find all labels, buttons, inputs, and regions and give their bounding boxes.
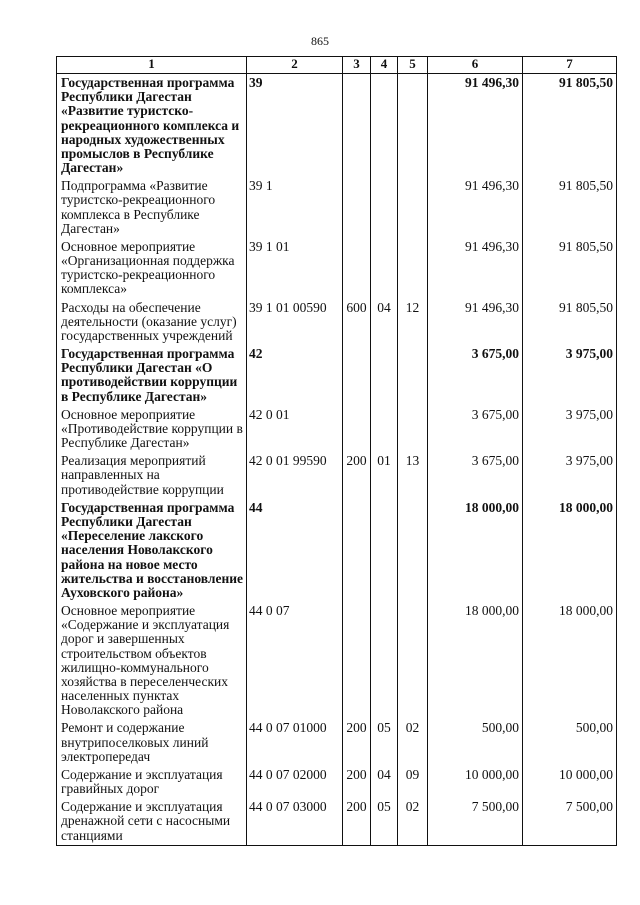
table-row <box>57 766 617 798</box>
column-header-3: 3 <box>343 57 371 74</box>
row-value-7: 18 000,00 <box>523 499 617 602</box>
table-row <box>57 452 617 499</box>
row-col4: 01 <box>371 452 398 499</box>
row-col5: 12 <box>398 299 428 346</box>
row-col4 <box>371 602 398 719</box>
row-col3 <box>343 499 371 602</box>
row-code: 44 0 07 02000 <box>247 766 343 798</box>
table-header-row <box>57 57 617 74</box>
row-name: Содержание и эксплуатация гравийных дорог <box>57 766 247 798</box>
row-col5: 02 <box>398 798 428 845</box>
row-col4 <box>371 406 398 453</box>
row-col4 <box>371 177 398 238</box>
row-code: 44 0 07 <box>247 602 343 719</box>
row-value-7: 3 975,00 <box>523 452 617 499</box>
row-value-7: 91 805,50 <box>523 299 617 346</box>
row-col4 <box>371 238 398 299</box>
row-code: 42 0 01 <box>247 406 343 453</box>
row-value-6: 18 000,00 <box>428 499 523 602</box>
table-row <box>57 74 617 178</box>
column-header-2: 2 <box>247 57 343 74</box>
row-value-6: 7 500,00 <box>428 798 523 845</box>
row-col3 <box>343 345 371 406</box>
row-col4 <box>371 74 398 178</box>
row-value-6: 3 675,00 <box>428 406 523 453</box>
row-value-7: 10 000,00 <box>523 766 617 798</box>
row-col3 <box>343 406 371 453</box>
budget-table-container <box>56 56 616 846</box>
table-row <box>57 299 617 346</box>
row-col5: 02 <box>398 719 428 766</box>
row-col3 <box>343 238 371 299</box>
row-name: Государственная программа Республики Дагестан «Развитие туристско-рекреационного комплекса и народных художественных промыслов в Республике Дагестан» <box>57 74 247 178</box>
row-name: Подпрограмма «Развитие туристско-рекреационного комплекса в Республике Дагестан» <box>57 177 247 238</box>
row-col3 <box>343 177 371 238</box>
table-row <box>57 499 617 602</box>
row-name: Основное мероприятие «Противодействие коррупции в Республике Дагестан» <box>57 406 247 453</box>
column-header-1: 1 <box>57 57 247 74</box>
row-name: Расходы на обеспечение деятельности (оказание услуг) государственных учреждений <box>57 299 247 346</box>
row-value-7: 91 805,50 <box>523 74 617 178</box>
row-name: Реализация мероприятий направленных на противодействие коррупции <box>57 452 247 499</box>
row-value-6: 91 496,30 <box>428 177 523 238</box>
column-header-5: 5 <box>398 57 428 74</box>
column-header-4: 4 <box>371 57 398 74</box>
row-value-6: 18 000,00 <box>428 602 523 719</box>
row-col5 <box>398 499 428 602</box>
row-col4: 04 <box>371 299 398 346</box>
page-number: 865 <box>311 34 329 48</box>
column-header-7: 7 <box>523 57 617 74</box>
row-col5 <box>398 177 428 238</box>
row-col3: 200 <box>343 766 371 798</box>
row-col4: 05 <box>371 798 398 845</box>
row-name: Основное мероприятие «Содержание и эксплуатация дорог и завершенных строительством объектов жилищно-коммунального хозяйства в переселенческих населенных пунктах Новолакского района <box>57 602 247 719</box>
column-header-6: 6 <box>428 57 523 74</box>
row-col5 <box>398 238 428 299</box>
row-value-7: 500,00 <box>523 719 617 766</box>
row-col4: 04 <box>371 766 398 798</box>
row-col3: 200 <box>343 452 371 499</box>
row-code: 39 1 01 00590 <box>247 299 343 346</box>
row-value-7: 91 805,50 <box>523 177 617 238</box>
table-row <box>57 177 617 238</box>
row-name: Содержание и эксплуатация дренажной сети с насосными станциями <box>57 798 247 845</box>
row-code: 39 1 01 <box>247 238 343 299</box>
row-col5: 09 <box>398 766 428 798</box>
row-value-6: 10 000,00 <box>428 766 523 798</box>
row-col5 <box>398 345 428 406</box>
row-col5 <box>398 74 428 178</box>
row-col3: 600 <box>343 299 371 346</box>
table-row <box>57 719 617 766</box>
row-code: 44 0 07 03000 <box>247 798 343 845</box>
table-row <box>57 406 617 453</box>
row-value-6: 500,00 <box>428 719 523 766</box>
row-col3 <box>343 602 371 719</box>
row-code: 42 0 01 99590 <box>247 452 343 499</box>
row-col5: 13 <box>398 452 428 499</box>
row-value-7: 18 000,00 <box>523 602 617 719</box>
row-value-7: 3 975,00 <box>523 345 617 406</box>
row-value-6: 91 496,30 <box>428 299 523 346</box>
row-code: 42 <box>247 345 343 406</box>
row-name: Ремонт и содержание внутрипоселковых линий электропередач <box>57 719 247 766</box>
row-code: 44 <box>247 499 343 602</box>
row-col5 <box>398 602 428 719</box>
row-value-7: 91 805,50 <box>523 238 617 299</box>
budget-table <box>56 56 617 846</box>
table-row <box>57 238 617 299</box>
row-col4: 05 <box>371 719 398 766</box>
row-value-6: 91 496,30 <box>428 74 523 178</box>
row-code: 44 0 07 01000 <box>247 719 343 766</box>
table-row <box>57 798 617 845</box>
row-col4 <box>371 345 398 406</box>
row-value-7: 3 975,00 <box>523 406 617 453</box>
row-name: Государственная программа Республики Дагестан «О противодействии коррупции в Республике Дагестан» <box>57 345 247 406</box>
row-col4 <box>371 499 398 602</box>
row-value-6: 91 496,30 <box>428 238 523 299</box>
row-col3: 200 <box>343 719 371 766</box>
row-value-6: 3 675,00 <box>428 345 523 406</box>
table-row <box>57 602 617 719</box>
row-name: Основное мероприятие «Организационная поддержка туристско-рекреационного комплекса» <box>57 238 247 299</box>
table-row <box>57 345 617 406</box>
row-col3 <box>343 74 371 178</box>
row-code: 39 <box>247 74 343 178</box>
row-col5 <box>398 406 428 453</box>
row-code: 39 1 <box>247 177 343 238</box>
row-name: Государственная программа Республики Дагестан «Переселение лакского населения Новолакского района на новое место жительства и восстановление Ауховского района» <box>57 499 247 602</box>
row-value-6: 3 675,00 <box>428 452 523 499</box>
row-value-7: 7 500,00 <box>523 798 617 845</box>
row-col3: 200 <box>343 798 371 845</box>
